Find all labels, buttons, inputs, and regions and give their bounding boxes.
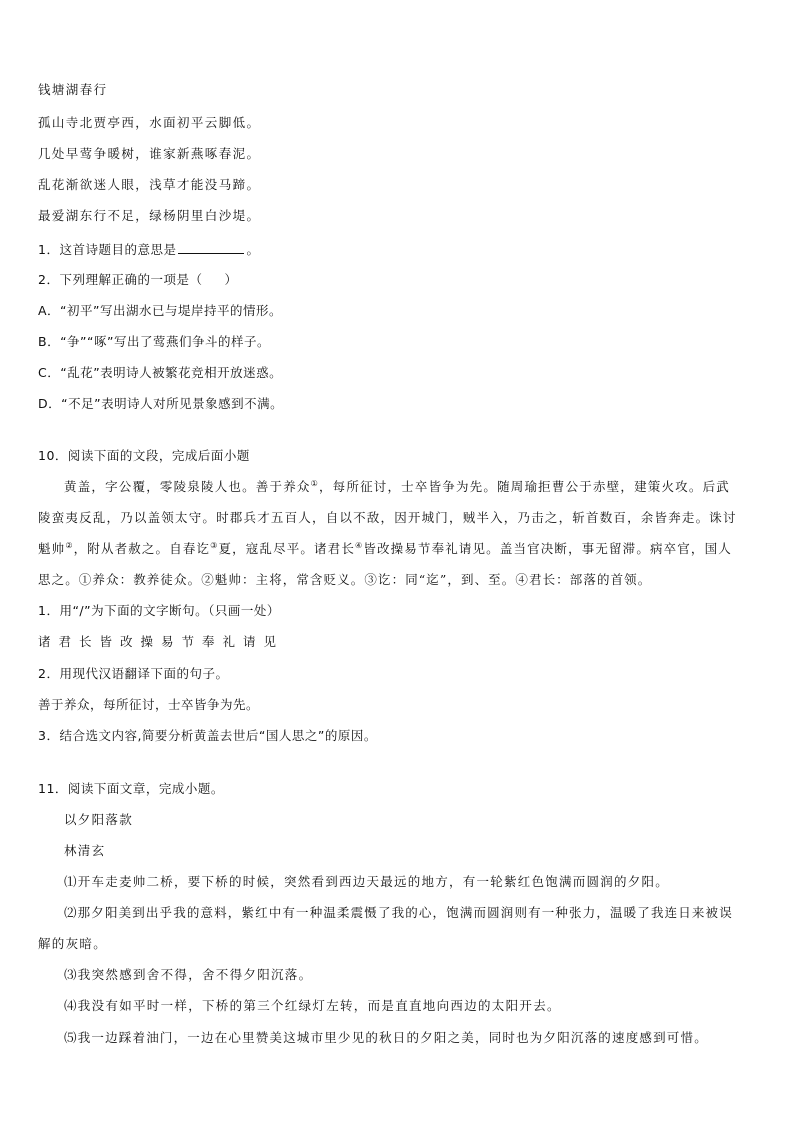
q9-item-1: 1．这首诗题目的意思是 。 (38, 242, 260, 257)
q10-item-3: 3．结合选文内容,简要分析黄盖去世后“国人思之”的原因。 (38, 728, 377, 743)
poem-line-1: 孤山寺北贾亭西，水面初平云脚低。 (38, 115, 261, 130)
article-title: 以夕阳落款 (64, 812, 134, 827)
q9-option-a: A．“初平”写出湖水已与堤岸持平的情形。 (38, 303, 283, 318)
q10-sentence: 善于养众，每所征讨，士卒皆争为先。 (38, 697, 260, 712)
article-para-4: ⑷我没有如平时一样，下桥的第三个红绿灯左转，而是直直地向西边的太阳开去。 (64, 998, 561, 1013)
q10-punctuation-chars: 诸君长皆改操易节奉礼请见 (38, 634, 285, 649)
article-para-2: ⑵那夕阳美到出乎我的意料，紫红中有一种温柔震慑了我的心，饱满而圆润则有一种张力，温暖了我连日来被误 (64, 905, 733, 920)
article-author: 林清玄 (64, 843, 106, 858)
article-para-5: ⑸我一边踩着油门，一边在心里赞美这城市里少见的秋日的夕阳之美，同时也为夕阳沉落的速度感到可惜。 (64, 1030, 708, 1045)
answer-blank[interactable] (178, 241, 244, 254)
poem-line-3: 乱花渐欲迷人眼，浅草才能没马蹄。 (38, 177, 261, 192)
q10-item-1: 1．用“/”为下面的文字断句。（只画一处） (38, 603, 280, 618)
q10-item-2: 2．用现代汉语翻译下面的句子。 (38, 666, 229, 681)
q9-option-d: D．“不足”表明诗人对所见景象感到不满。 (38, 396, 284, 411)
article-para-3: ⑶我突然感到舍不得，舍不得夕阳沉落。 (64, 967, 313, 982)
q10-passage-line-2: 陵蛮夷反乱，乃以盖领太守。时郡兵才五百人，自以不敌，因开城门，贼半入，乃击之，斩首数百，余皆奔走。诛讨 (38, 510, 737, 525)
poem-title: 钱塘湖春行 (38, 82, 108, 97)
article-para-1: ⑴开车走麦帅二桥，要下桥的时候，突然看到西边天最远的地方，有一轮紫红色饱满而圆润的夕阳。 (64, 874, 670, 889)
poem-line-4: 最爱湖东行不足，绿杨阴里白沙堤。 (38, 208, 261, 223)
q9-option-b: B．“争”“啄”写出了莺燕们争斗的样子。 (38, 334, 270, 349)
q11-heading: 11．阅读下面文章，完成小题。 (38, 781, 224, 796)
q9-option-c: C．“乱花”表明诗人被繁花竞相开放迷惑。 (38, 365, 283, 380)
article-para-2-cont: 解的灰暗。 (38, 936, 108, 951)
poem-line-2: 几处早莺争暖树，谁家新燕啄春泥。 (38, 146, 261, 161)
q10-passage-line-4: 思之。①养众：教养徒众。②魁帅：主将，常含贬义。③讫：同“迄”，到、至。④君长：部落的首领。 (38, 572, 652, 587)
q10-passage-line-1: 黄盖，字公覆，零陵泉陵人也。善于养众①，每所征讨，士卒皆争为先。随周瑜拒曹公于赤壁，建策火攻。后武 (64, 478, 730, 494)
q9-item-2: 2．下列理解正确的一项是（ ） (38, 272, 238, 287)
q10-heading: 10．阅读下面的文段，完成后面小题 (38, 448, 250, 463)
q10-passage-line-3: 魁帅②，附从者赦之。自春讫③夏，寇乱尽平。诸君长④皆改操易节奉礼请见。盖当官决断，事无留滞。病卒官，国人 (38, 540, 732, 556)
